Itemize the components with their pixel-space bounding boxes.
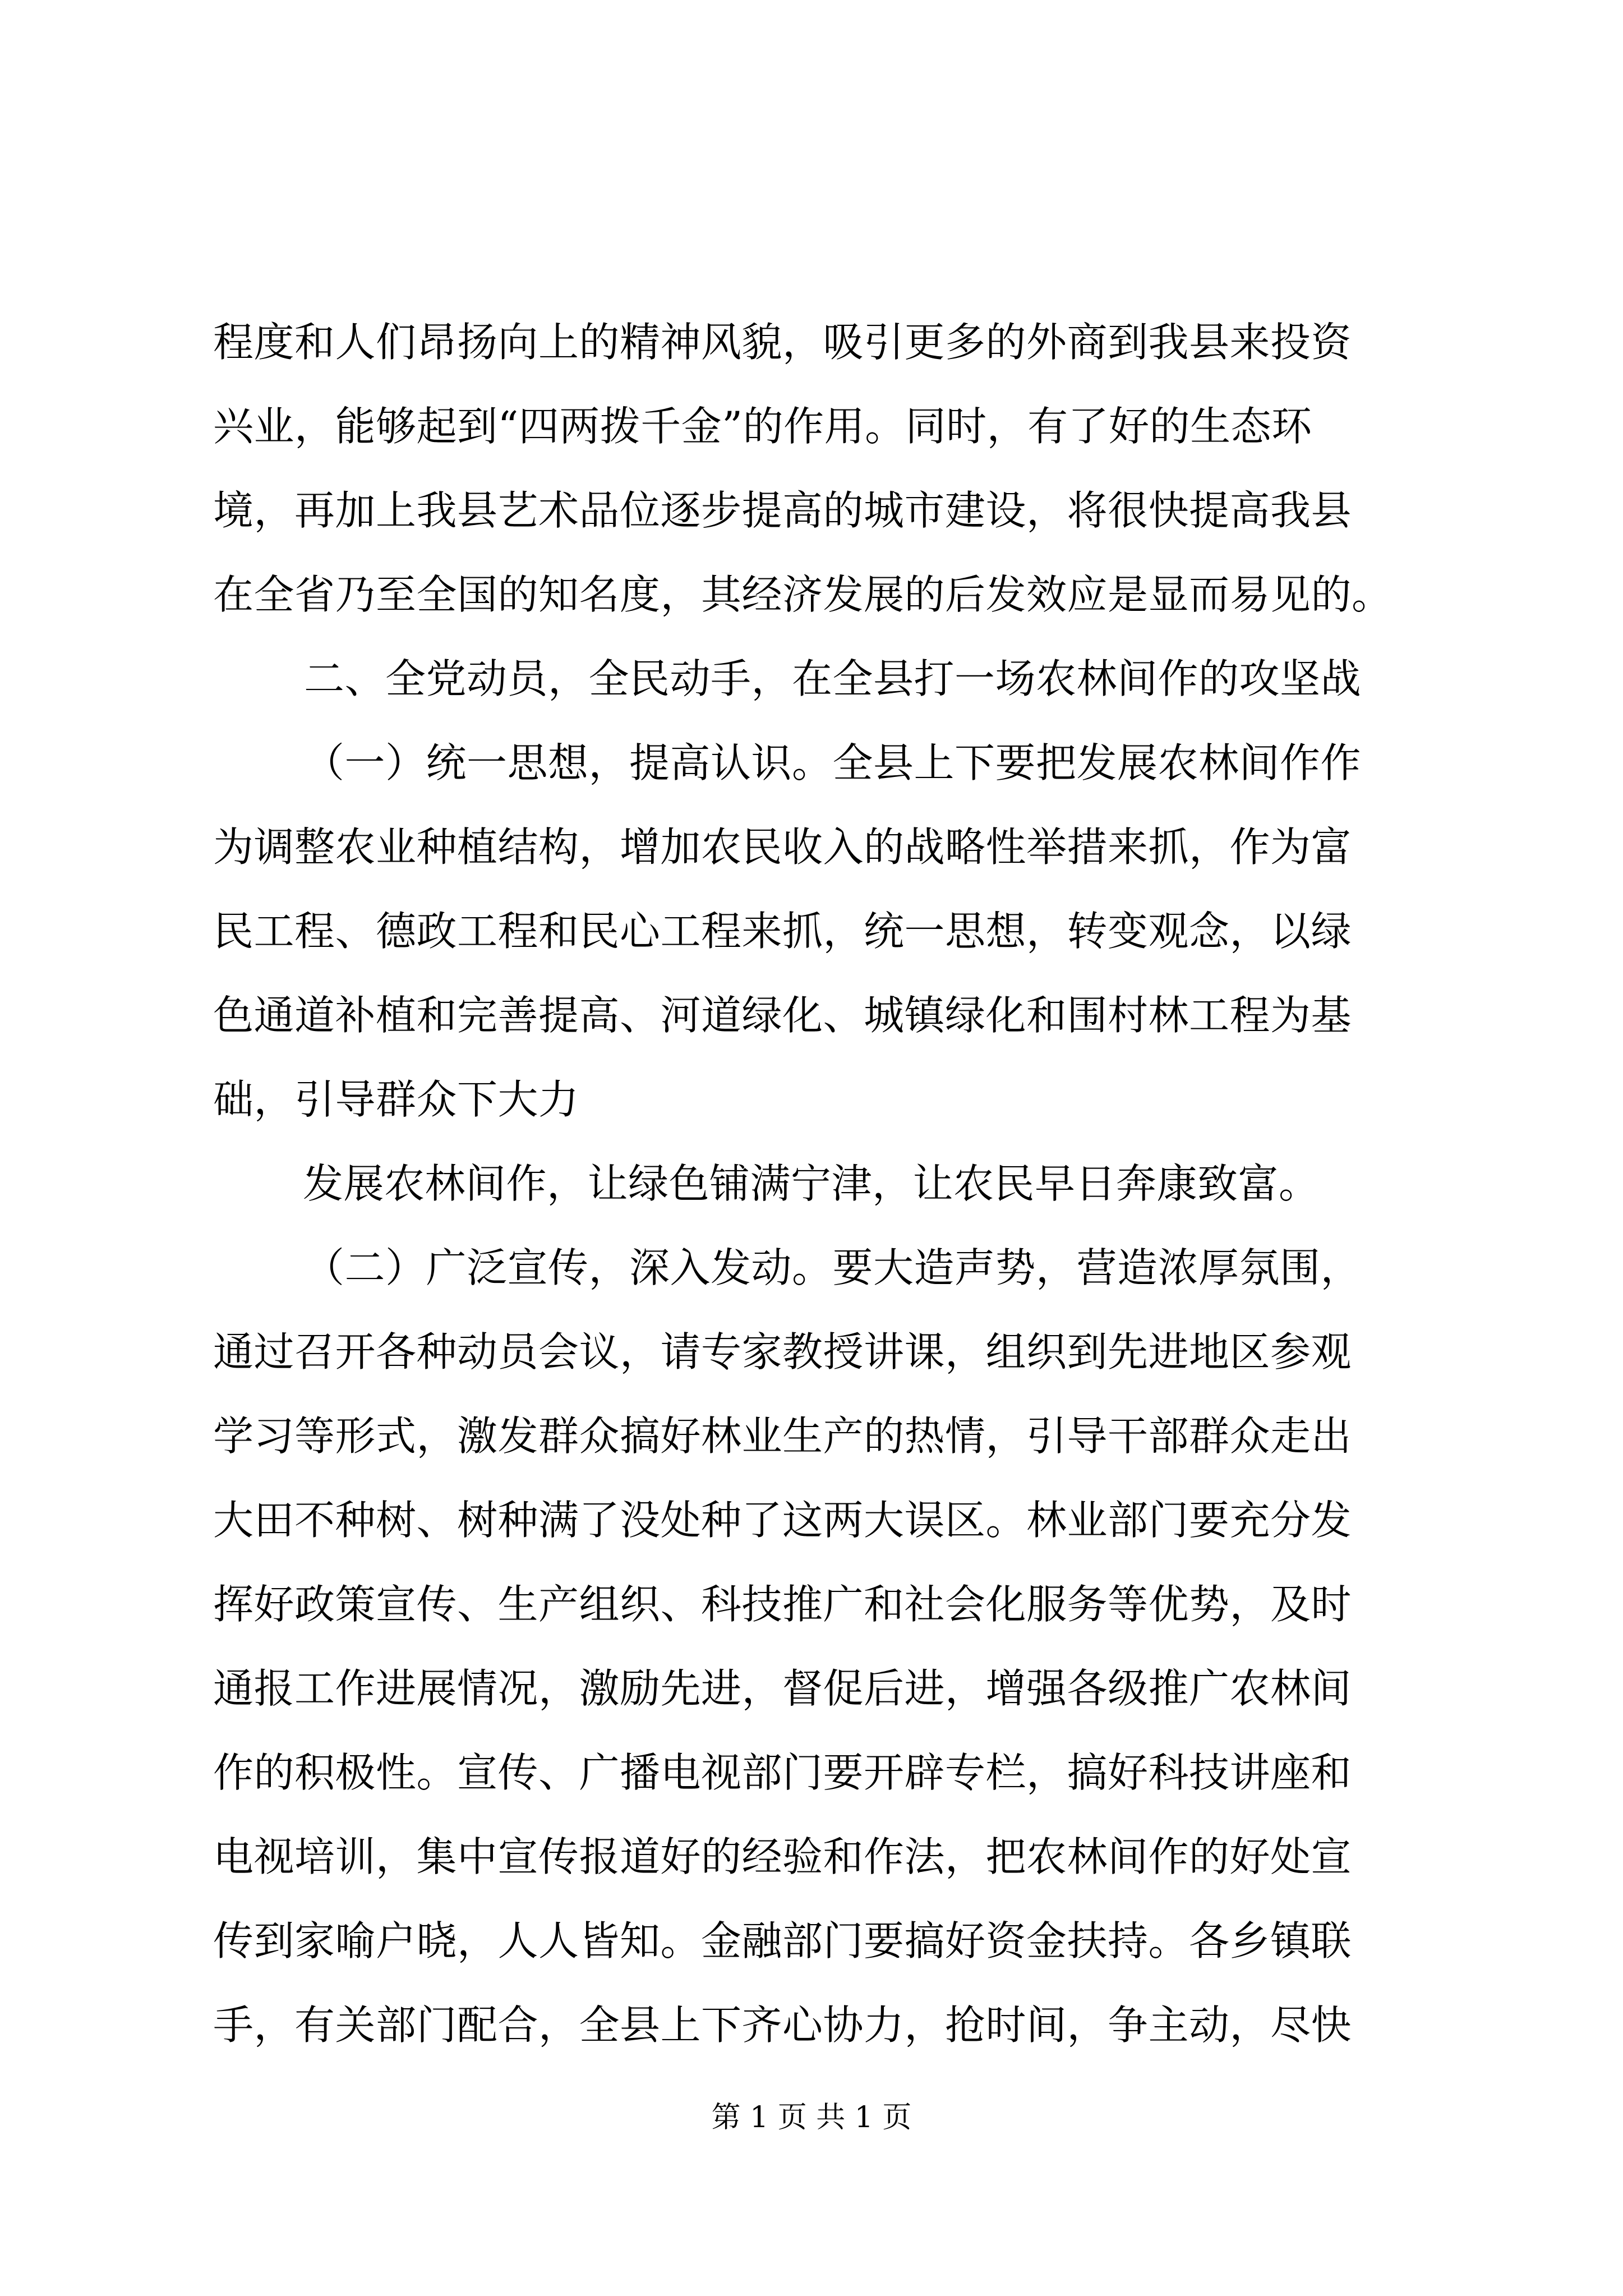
paragraph-line: 础，引导群众下大力: [213, 1076, 579, 1123]
paragraph-line: 挥好政策宣传、生产组织、科技推广和社会化服务等优势，及时: [213, 1581, 1352, 1628]
paragraph-line: （二）广泛宣传，深入发动。要大造声势，营造浓厚氛围，: [304, 1244, 1362, 1291]
document-body: [213, 300, 1430, 2067]
paragraph-line: 发展农林间作，让绿色铺满宁津，让农民早日奔康致富。: [303, 1160, 1320, 1207]
paragraph-line: 通报工作进展情况，激励先进，督促后进，增强各级推广农林间: [213, 1665, 1352, 1712]
paragraph-line: 境，再加上我县艺术品位逐步提高的城市建设，将很快提高我县: [213, 487, 1352, 534]
paragraph-line: 兴业，能够起到“四两拨千金”的作用。同时，有了好的生态环: [213, 403, 1312, 450]
paragraph-line: 民工程、德政工程和民心工程来抓，统一思想，转变观念，以绿: [213, 908, 1352, 955]
paragraph-line: 程度和人们昂扬向上的精神风貌，吸引更多的外商到我县来投资: [213, 319, 1352, 366]
paragraph-line: 在全省乃至全国的知名度，其经济发展的后发效应是显而易见的。: [213, 571, 1393, 618]
paragraph-line: 电视培训，集中宣传报道好的经验和作法，把农林间作的好处宣: [213, 1833, 1352, 1880]
paragraph-line: 作的积极性。宣传、广播电视部门要开辟专栏，搞好科技讲座和: [213, 1749, 1352, 1796]
paragraph-line: 通过召开各种动员会议，请专家教授讲课，组织到先进地区参观: [213, 1328, 1352, 1375]
section-heading: 二、全党动员，全民动手，在全县打一场农林间作的攻坚战: [304, 655, 1362, 702]
paragraph-line: 传到家喻户晓，人人皆知。金融部门要搞好资金扶持。各乡镇联: [213, 1917, 1352, 1964]
paragraph-line: 大田不种树、树种满了没处种了这两大误区。林业部门要充分发: [213, 1497, 1352, 1544]
paragraph-line: 手，有关部门配合，全县上下齐心协力，抢时间，争主动，尽快: [213, 2001, 1352, 2049]
paragraph-line: （一）统一思想，提高认识。全县上下要把发展农林间作作: [304, 739, 1362, 786]
paragraph-line: 色通道补植和完善提高、河道绿化、城镇绿化和围村林工程为基: [213, 992, 1352, 1039]
paragraph-line: 学习等形式，激发群众搞好林业生产的热情，引导干部群众走出: [213, 1412, 1352, 1460]
page-footer: 第 1 页 共 1 页: [711, 2101, 912, 2134]
paragraph-line: 为调整农业种植结构，增加农民收入的战略性举措来抓，作为富: [213, 823, 1352, 871]
